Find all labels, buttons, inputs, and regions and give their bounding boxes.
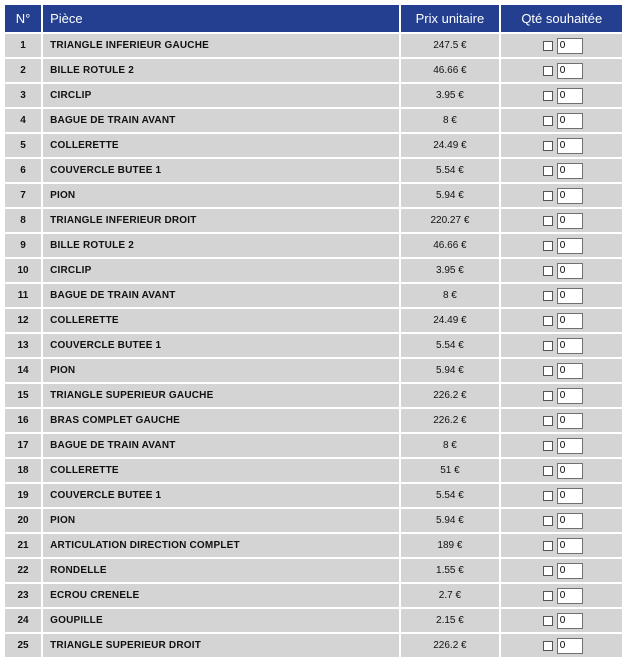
- select-checkbox[interactable]: [543, 191, 553, 201]
- unit-price: 226.2 €: [401, 634, 498, 657]
- quantity-controls: [543, 613, 583, 629]
- table-row: [5, 34, 622, 57]
- part-name: CIRCLIP: [43, 84, 399, 107]
- select-checkbox[interactable]: [543, 616, 553, 626]
- row-number: 22: [5, 559, 41, 582]
- quantity-controls: [543, 288, 583, 304]
- select-checkbox[interactable]: [543, 166, 553, 176]
- row-number: 18: [5, 459, 41, 482]
- quantity-cell: [501, 234, 622, 257]
- quantity-input[interactable]: [557, 338, 583, 354]
- quantity-controls: [543, 638, 583, 654]
- row-number: 25: [5, 634, 41, 657]
- part-name: COLLERETTE: [43, 459, 399, 482]
- part-name: RONDELLE: [43, 559, 399, 582]
- unit-price: 226.2 €: [401, 409, 498, 432]
- row-number: 24: [5, 609, 41, 632]
- row-number: 16: [5, 409, 41, 432]
- row-number: 9: [5, 234, 41, 257]
- quantity-controls: [543, 438, 583, 454]
- quantity-input[interactable]: [557, 238, 583, 254]
- quantity-controls: [543, 263, 583, 279]
- select-checkbox[interactable]: [543, 416, 553, 426]
- quantity-controls: [543, 488, 583, 504]
- unit-price: 5.94 €: [401, 184, 498, 207]
- row-number: 8: [5, 209, 41, 232]
- select-checkbox[interactable]: [543, 41, 553, 51]
- table-row: [5, 509, 622, 532]
- table-row: [5, 334, 622, 357]
- table-row: [5, 109, 622, 132]
- select-checkbox[interactable]: [543, 266, 553, 276]
- quantity-cell: [501, 509, 622, 532]
- quantity-input[interactable]: [557, 538, 583, 554]
- quantity-input[interactable]: [557, 438, 583, 454]
- quantity-controls: [543, 463, 583, 479]
- table-row: [5, 134, 622, 157]
- part-name: TRIANGLE SUPERIEUR GAUCHE: [43, 384, 399, 407]
- unit-price: 8 €: [401, 434, 498, 457]
- quantity-cell: [501, 609, 622, 632]
- row-number: 12: [5, 309, 41, 332]
- part-name: BILLE ROTULE 2: [43, 59, 399, 82]
- quantity-cell: [501, 559, 622, 582]
- select-checkbox[interactable]: [543, 216, 553, 226]
- part-name: COUVERCLE BUTEE 1: [43, 159, 399, 182]
- quantity-cell: [501, 434, 622, 457]
- table-row: [5, 584, 622, 607]
- column-header-desired-quantity: Qté souhaitée: [501, 5, 622, 32]
- table-row: [5, 484, 622, 507]
- unit-price: 24.49 €: [401, 309, 498, 332]
- quantity-controls: [543, 388, 583, 404]
- table-row: [5, 534, 622, 557]
- quantity-cell: [501, 84, 622, 107]
- row-number: 5: [5, 134, 41, 157]
- table-row: [5, 409, 622, 432]
- part-name: TRIANGLE INFERIEUR DROIT: [43, 209, 399, 232]
- quantity-controls: [543, 113, 583, 129]
- unit-price: 2.15 €: [401, 609, 498, 632]
- quantity-controls: [543, 238, 583, 254]
- part-name: BAGUE DE TRAIN AVANT: [43, 434, 399, 457]
- unit-price: 8 €: [401, 109, 498, 132]
- table-row: [5, 159, 622, 182]
- quantity-cell: [501, 584, 622, 607]
- select-checkbox[interactable]: [543, 466, 553, 476]
- quantity-cell: [501, 284, 622, 307]
- table-row: [5, 559, 622, 582]
- quantity-cell: [501, 34, 622, 57]
- row-number: 2: [5, 59, 41, 82]
- quantity-input[interactable]: [557, 88, 583, 104]
- unit-price: 46.66 €: [401, 59, 498, 82]
- row-number: 17: [5, 434, 41, 457]
- quantity-cell: [501, 334, 622, 357]
- quantity-input[interactable]: [557, 163, 583, 179]
- part-name: CIRCLIP: [43, 259, 399, 282]
- part-name: BRAS COMPLET GAUCHE: [43, 409, 399, 432]
- part-name: PION: [43, 509, 399, 532]
- quantity-cell: [501, 134, 622, 157]
- part-name: TRIANGLE SUPERIEUR DROIT: [43, 634, 399, 657]
- quantity-input[interactable]: [557, 563, 583, 579]
- quantity-cell: [501, 634, 622, 657]
- select-checkbox[interactable]: [543, 316, 553, 326]
- quantity-input[interactable]: [557, 413, 583, 429]
- table-row: [5, 459, 622, 482]
- part-name: BILLE ROTULE 2: [43, 234, 399, 257]
- quantity-cell: [501, 259, 622, 282]
- select-checkbox[interactable]: [543, 341, 553, 351]
- column-header-unit-price: Prix unitaire: [401, 5, 498, 32]
- row-number: 4: [5, 109, 41, 132]
- quantity-input[interactable]: [557, 513, 583, 529]
- quantity-cell: [501, 459, 622, 482]
- unit-price: 3.95 €: [401, 84, 498, 107]
- quantity-input[interactable]: [557, 213, 583, 229]
- row-number: 11: [5, 284, 41, 307]
- quantity-cell: [501, 484, 622, 507]
- part-name: PION: [43, 184, 399, 207]
- quantity-cell: [501, 359, 622, 382]
- select-checkbox[interactable]: [543, 641, 553, 651]
- unit-price: 226.2 €: [401, 384, 498, 407]
- unit-price: 5.94 €: [401, 509, 498, 532]
- column-header-part: Pièce: [43, 5, 399, 32]
- quantity-cell: [501, 159, 622, 182]
- part-name: BAGUE DE TRAIN AVANT: [43, 284, 399, 307]
- part-name: PION: [43, 359, 399, 382]
- table-row: [5, 434, 622, 457]
- row-number: 21: [5, 534, 41, 557]
- table-row: [5, 209, 622, 232]
- table-row: [5, 84, 622, 107]
- quantity-input[interactable]: [557, 63, 583, 79]
- select-checkbox[interactable]: [543, 491, 553, 501]
- unit-price: 247.5 €: [401, 34, 498, 57]
- quantity-cell: [501, 59, 622, 82]
- row-number: 20: [5, 509, 41, 532]
- unit-price: 2.7 €: [401, 584, 498, 607]
- part-name: BAGUE DE TRAIN AVANT: [43, 109, 399, 132]
- quantity-input[interactable]: [557, 138, 583, 154]
- quantity-controls: [543, 188, 583, 204]
- quantity-controls: [543, 513, 583, 529]
- quantity-cell: [501, 184, 622, 207]
- unit-price: 1.55 €: [401, 559, 498, 582]
- part-name: ECROU CRENELE: [43, 584, 399, 607]
- select-checkbox[interactable]: [543, 391, 553, 401]
- unit-price: 5.54 €: [401, 159, 498, 182]
- quantity-cell: [501, 309, 622, 332]
- part-name: COLLERETTE: [43, 309, 399, 332]
- unit-price: 8 €: [401, 284, 498, 307]
- select-checkbox[interactable]: [543, 591, 553, 601]
- quantity-controls: [543, 163, 583, 179]
- table-row: [5, 359, 622, 382]
- quantity-input[interactable]: [557, 38, 583, 54]
- select-checkbox[interactable]: [543, 66, 553, 76]
- unit-price: 46.66 €: [401, 234, 498, 257]
- part-name: COLLERETTE: [43, 134, 399, 157]
- row-number: 23: [5, 584, 41, 607]
- unit-price: 220.27 €: [401, 209, 498, 232]
- select-checkbox[interactable]: [543, 116, 553, 126]
- row-number: 3: [5, 84, 41, 107]
- row-number: 1: [5, 34, 41, 57]
- quantity-input[interactable]: [557, 388, 583, 404]
- quantity-input[interactable]: [557, 313, 583, 329]
- table-header-row: [5, 5, 622, 32]
- quantity-input[interactable]: [557, 463, 583, 479]
- part-name: ARTICULATION DIRECTION COMPLET: [43, 534, 399, 557]
- select-checkbox[interactable]: [543, 91, 553, 101]
- row-number: 13: [5, 334, 41, 357]
- parts-table: [3, 3, 622, 659]
- row-number: 7: [5, 184, 41, 207]
- quantity-cell: [501, 409, 622, 432]
- quantity-controls: [543, 38, 583, 54]
- table-row: [5, 609, 622, 632]
- table-row: [5, 634, 622, 657]
- row-number: 19: [5, 484, 41, 507]
- select-checkbox[interactable]: [543, 366, 553, 376]
- quantity-input[interactable]: [557, 363, 583, 379]
- row-number: 14: [5, 359, 41, 382]
- table-row: [5, 284, 622, 307]
- select-checkbox[interactable]: [543, 441, 553, 451]
- quantity-input[interactable]: [557, 113, 583, 129]
- select-checkbox[interactable]: [543, 141, 553, 151]
- parts-table-body: [5, 34, 622, 657]
- quantity-controls: [543, 213, 583, 229]
- part-name: GOUPILLE: [43, 609, 399, 632]
- quantity-controls: [543, 63, 583, 79]
- quantity-controls: [543, 88, 583, 104]
- table-row: [5, 59, 622, 82]
- table-row: [5, 259, 622, 282]
- part-name: COUVERCLE BUTEE 1: [43, 334, 399, 357]
- quantity-input[interactable]: [557, 488, 583, 504]
- quantity-controls: [543, 363, 583, 379]
- quantity-controls: [543, 588, 583, 604]
- select-checkbox[interactable]: [543, 566, 553, 576]
- quantity-cell: [501, 209, 622, 232]
- table-row: [5, 234, 622, 257]
- unit-price: 189 €: [401, 534, 498, 557]
- quantity-input[interactable]: [557, 263, 583, 279]
- column-header-number: N°: [5, 5, 41, 32]
- quantity-controls: [543, 313, 583, 329]
- quantity-input[interactable]: [557, 613, 583, 629]
- select-checkbox[interactable]: [543, 516, 553, 526]
- unit-price: 5.94 €: [401, 359, 498, 382]
- select-checkbox[interactable]: [543, 241, 553, 251]
- unit-price: 3.95 €: [401, 259, 498, 282]
- unit-price: 5.54 €: [401, 484, 498, 507]
- quantity-cell: [501, 384, 622, 407]
- quantity-input[interactable]: [557, 188, 583, 204]
- part-name: TRIANGLE INFERIEUR GAUCHE: [43, 34, 399, 57]
- row-number: 6: [5, 159, 41, 182]
- table-row: [5, 384, 622, 407]
- part-name: COUVERCLE BUTEE 1: [43, 484, 399, 507]
- quantity-controls: [543, 538, 583, 554]
- select-checkbox[interactable]: [543, 541, 553, 551]
- quantity-input[interactable]: [557, 288, 583, 304]
- row-number: 15: [5, 384, 41, 407]
- quantity-cell: [501, 109, 622, 132]
- quantity-controls: [543, 413, 583, 429]
- select-checkbox[interactable]: [543, 291, 553, 301]
- quantity-input[interactable]: [557, 638, 583, 654]
- quantity-controls: [543, 563, 583, 579]
- quantity-cell: [501, 534, 622, 557]
- quantity-controls: [543, 338, 583, 354]
- quantity-input[interactable]: [557, 588, 583, 604]
- unit-price: 24.49 €: [401, 134, 498, 157]
- row-number: 10: [5, 259, 41, 282]
- quantity-controls: [543, 138, 583, 154]
- unit-price: 5.54 €: [401, 334, 498, 357]
- table-row: [5, 184, 622, 207]
- unit-price: 51 €: [401, 459, 498, 482]
- table-row: [5, 309, 622, 332]
